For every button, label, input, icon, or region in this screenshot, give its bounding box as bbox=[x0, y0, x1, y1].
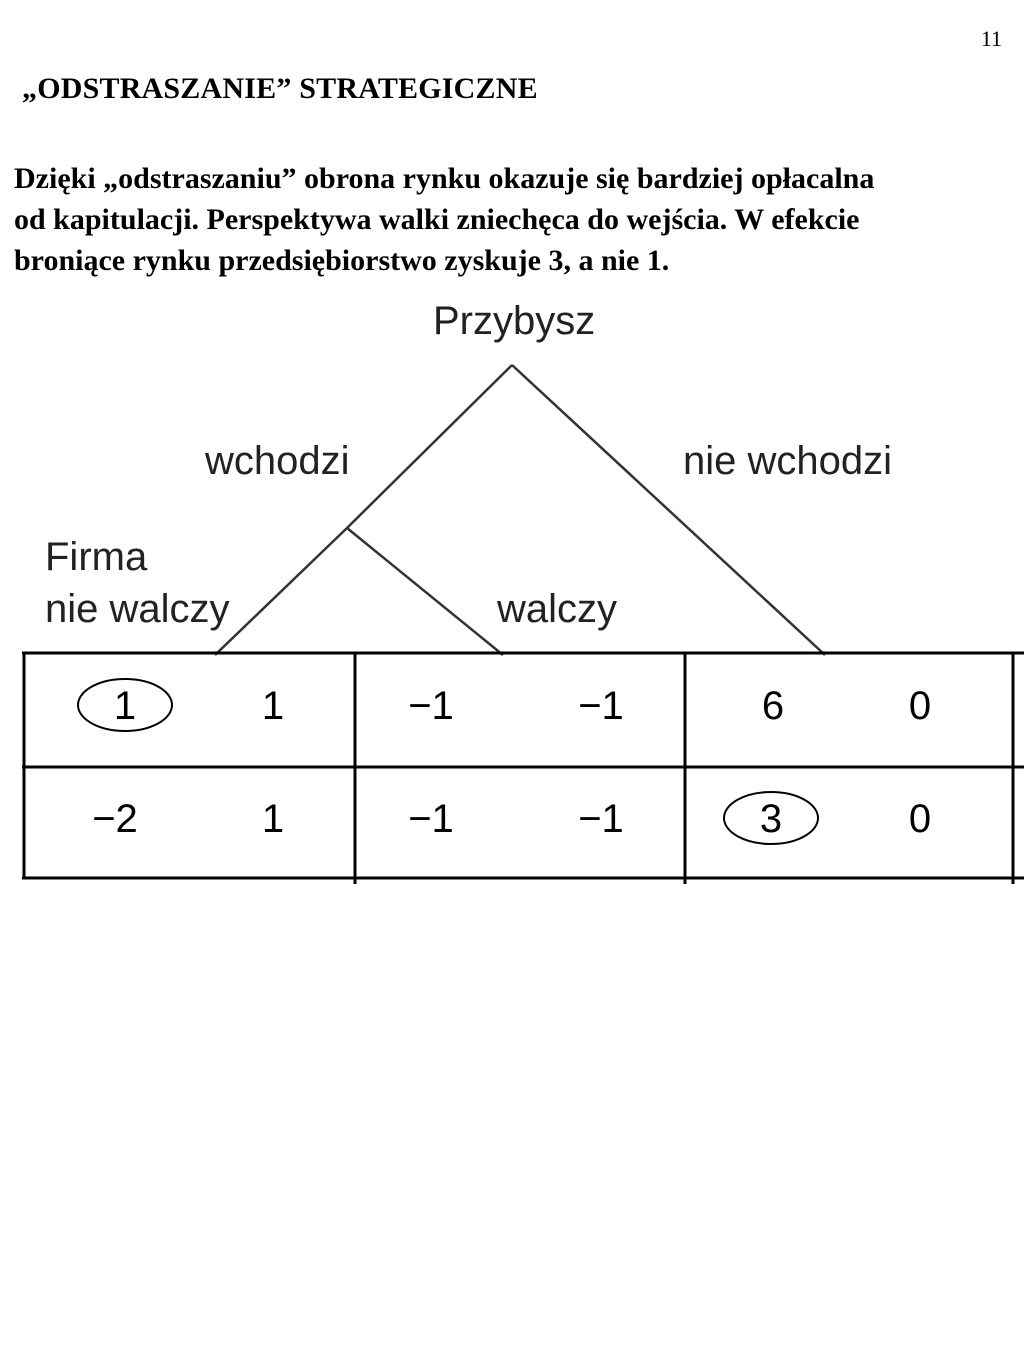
payoff-r2-c6: 0 bbox=[908, 797, 932, 841]
payoff-r1-c6: 0 bbox=[908, 684, 932, 728]
page-number: 11 bbox=[980, 26, 1002, 51]
paragraph-line-1: Dzięki „odstraszaniu” obrona rynku okazuje się bardziej opłacalna bbox=[14, 162, 875, 195]
payoff-r1-c2: 1 bbox=[261, 684, 285, 728]
branch-line-enter bbox=[347, 365, 512, 528]
payoff-r2-c3: −1 bbox=[408, 797, 454, 841]
payoff-r1-c4: −1 bbox=[578, 684, 624, 728]
second-player-label: Firma bbox=[45, 535, 148, 579]
page-title: „ODSTRASZANIE” STRATEGICZNE bbox=[22, 72, 538, 105]
branch-not-enter-label: nie wchodzi bbox=[683, 439, 893, 483]
payoff-r1-c5: 6 bbox=[761, 684, 785, 728]
paragraph-line-3: broniące rynku przedsiębiorstwo zyskuje 3, a nie 1. bbox=[14, 244, 670, 277]
branch-line-no-fight bbox=[215, 528, 347, 655]
branch-fight-label: walczy bbox=[497, 587, 618, 631]
payoff-r2-c2: 1 bbox=[261, 797, 285, 841]
branch-line-fight bbox=[347, 528, 503, 655]
branch-no-fight-label: nie walczy bbox=[45, 587, 230, 631]
paragraph-line-2: od kapitulacji. Perspektywa walki zniechęca do wejścia. W efekcie bbox=[14, 203, 860, 236]
root-player-label: Przybysz bbox=[433, 299, 596, 343]
payoff-r2-c4: −1 bbox=[578, 797, 624, 841]
payoff-r1-c3: −1 bbox=[408, 684, 454, 728]
payoff-r2-c1: −2 bbox=[92, 797, 138, 841]
payoff-r1-c1: 1 bbox=[113, 684, 137, 728]
branch-enter-label: wchodzi bbox=[205, 439, 350, 483]
payoff-r2-c5: 3 bbox=[759, 797, 783, 841]
